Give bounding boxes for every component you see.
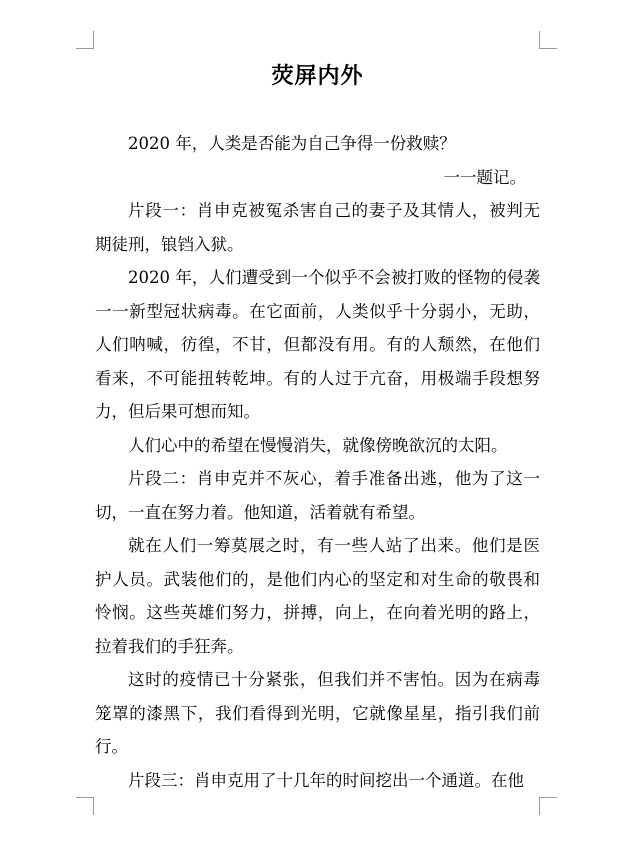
paragraph: 2020 年，人们遭受到一个似乎不会被打败的怪物的侵袭一一新型冠状病毒。在它面前，人类似乎十分弱小，无助，人们呐喊，彷徨，不甘，但都没有用。有的人颓然，在他们看来，不可能扭转乾坤。有的人过于亢奋，用极端手段想努力，但后果可想而知。 [95, 268, 540, 421]
corner-mark-bottom-left [76, 797, 94, 815]
paragraph: 片段二：肖申克并不灰心，着手准备出逃，他为了这一切，一直在努力着。他知道，活着就有希望。 [95, 469, 540, 522]
document-body[interactable] [95, 56, 540, 797]
paragraph: 人们心中的希望在慢慢消失，就像傍晚欲沉的太阳。 [128, 435, 508, 455]
paragraph: 片段三：肖申克用了十几年的时间挖出一个通道。在他 [128, 770, 524, 790]
epigraph-attribution: 一一题记。 [443, 167, 526, 187]
corner-mark-top-right [539, 31, 557, 49]
paragraph: 就在人们一筹莫展之时，有一些人站了出来。他们是医护人员。武装他们的，是他们内心的坚定和对生命的敬畏和怜悯。这些英雄们努力，拼搏，向上，在向着光明的路上，拉着我们的手狂奔。 [95, 536, 540, 656]
corner-mark-top-left [76, 31, 94, 49]
corner-mark-bottom-right [539, 797, 557, 815]
paragraph: 片段一：肖申克被冤杀害自己的妻子及其情人，被判无期徒刑，锒铛入狱。 [95, 201, 540, 254]
epigraph: 2020 年，人类是否能为自己争得一份救赎？ [128, 134, 456, 153]
paragraph: 这时的疫情已十分紧张，但我们并不害怕。因为在病毒笼罩的漆黑下，我们看得到光明，它就像星星，指引我们前行。 [95, 670, 540, 756]
document-title: 荧屏内外 [271, 63, 364, 89]
